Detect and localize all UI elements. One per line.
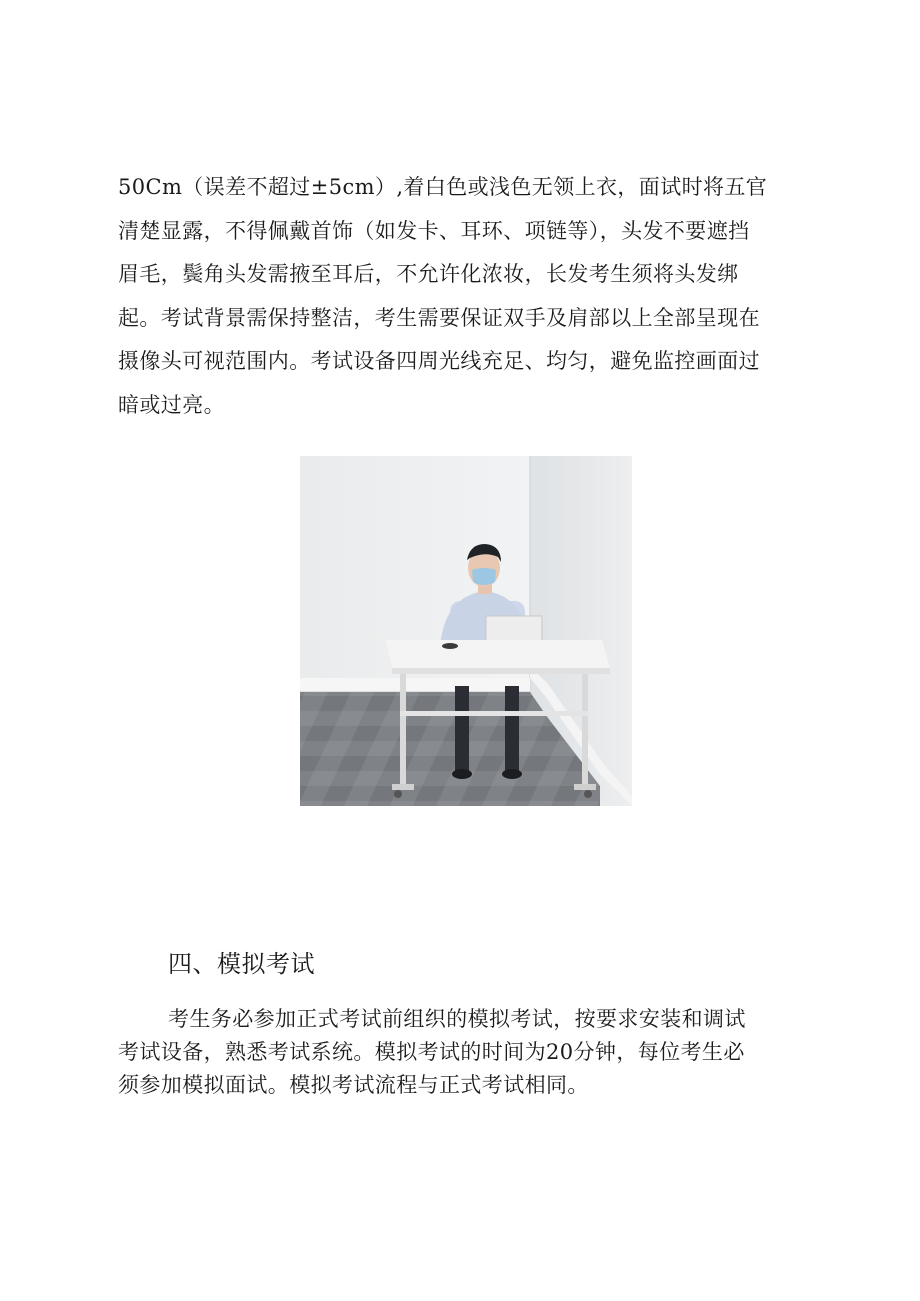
- text-line: 摄像头可视范围内。考试设备四周光线充足、均匀，避免监控画面过: [118, 349, 760, 373]
- example-exam-setup-photo: [300, 456, 632, 806]
- body-paragraph-exam-requirements: [118, 166, 818, 427]
- text-line: 起。考试背景需保持整洁，考生需要保证双手及肩部以上全部呈现在: [118, 305, 760, 330]
- text-line: 考试设备，熟悉考试系统。模拟考试的时间为20分钟，每位考生必: [118, 1040, 745, 1064]
- text-line: 50Cm（误差不超过±5cm）,着白色或浅色无领上衣，面试时将五官: [118, 175, 768, 199]
- body-paragraph-mock-exam: [118, 1003, 818, 1102]
- text-line: 考生务必参加正式考试前组织的模拟考试，按要求安装和调试: [168, 1007, 746, 1031]
- section-heading-mock-exam: 四、模拟考试: [168, 950, 315, 978]
- text-line: 眉毛，鬓角头发需掖至耳后，不允许化浓妆，长发考生须将头发绑: [118, 262, 739, 286]
- text-line: 清楚显露，不得佩戴首饰（如发卡、耳环、项链等），头发不要遮挡: [118, 218, 750, 243]
- text-line: 须参加模拟面试。模拟考试流程与正式考试相同。: [118, 1073, 589, 1097]
- text-line: 暗或过亮。: [118, 392, 225, 417]
